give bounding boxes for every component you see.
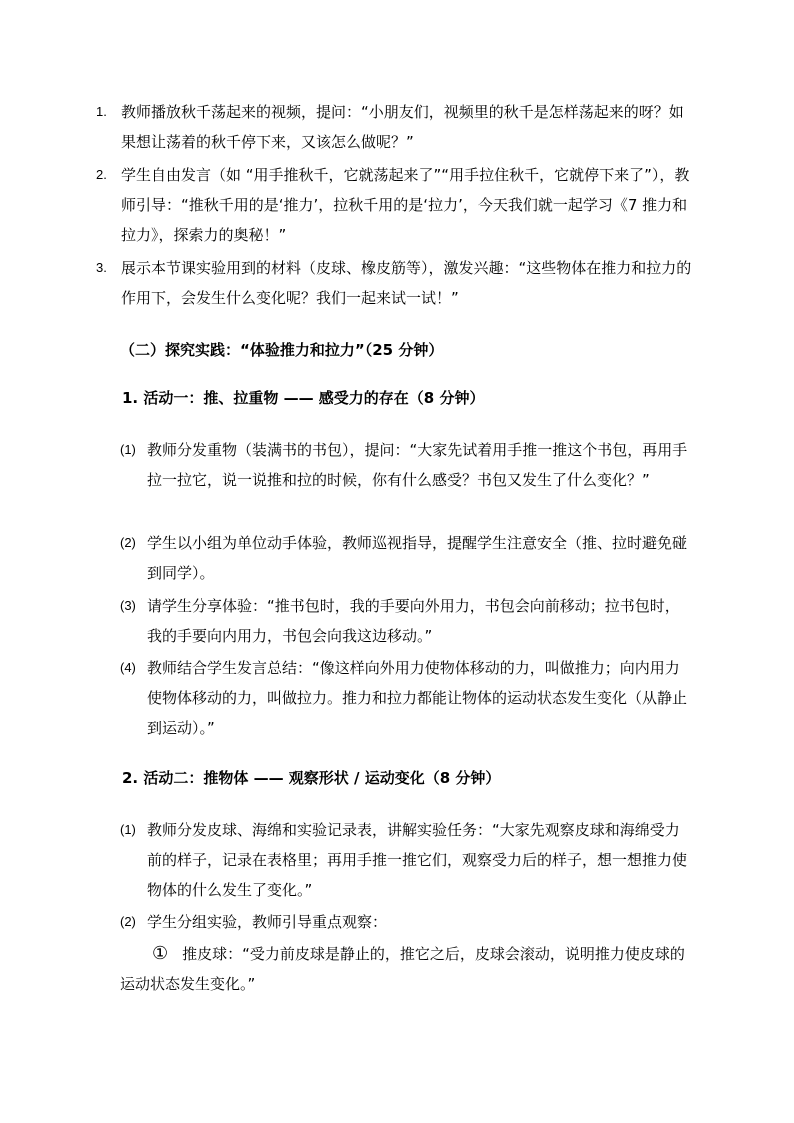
step-text: 教师分发皮球、海绵和实验记录表，讲解实验任务：“大家先观察皮球和海绵受力前的样子，记录在表格里；再用手推一推它们，观察受力后的样子，想一想推力使物体的什么发生了变化。” (147, 821, 688, 899)
list-item (96, 160, 696, 250)
step-number: (1) (120, 442, 136, 457)
list-item-text: 展示本节课实验用到的材料（皮球、橡皮筋等），激发兴趣：“这些物体在推力和拉力的作用下，会发生什么变化呢？我们一起来试一试！” (121, 259, 692, 307)
step-item (120, 653, 690, 743)
list-item (96, 253, 696, 313)
list-item-text: 教师播放秋千荡起来的视频，提问：“小朋友们，视频里的秋千是怎样荡起来的呀？如果想让荡着的秋千停下来，又该怎么做呢？” (121, 103, 684, 151)
step-number: (1) (120, 822, 136, 837)
list-number: 2. (96, 167, 107, 182)
step-text: 学生以小组为单位动手体验，教师巡视指导，提醒学生注意安全（推、拉时避免碰到同学）。 (147, 534, 688, 582)
step-item (120, 435, 690, 495)
list-number: 3. (96, 260, 107, 275)
activity-heading: 1. 活动一：推、拉重物 —— 感受力的存在（8 分钟） (122, 389, 485, 407)
step-text: 教师结合学生发言总结：“像这样向外用力使物体移动的力，叫做推力；向内用力使物体移动的力，叫做拉力。推力和拉力都能让物体的运动状态发生变化（从静止到运动）。” (147, 659, 688, 737)
list-number: 1. (96, 104, 107, 119)
step-number: (2) (120, 914, 136, 929)
step-text: 学生分组实验，教师引导重点观察： (147, 913, 388, 931)
sub-item (120, 939, 690, 999)
step-item (120, 907, 690, 937)
step-number: (4) (120, 660, 136, 675)
step-number: (2) (120, 535, 136, 550)
list-item (96, 97, 696, 157)
step-text: 请学生分享体验：“推书包时，我的手要向外用力，书包会向前移动；拉书包时，我的手要向内用力，书包会向我这边移动。” (147, 597, 680, 645)
step-number: (3) (120, 598, 136, 613)
sub-item-text: 推皮球：“受力前皮球是静止的，推它之后，皮球会滚动，说明推力使皮球的运动状态发生变化。” (120, 945, 685, 993)
section-heading: （二）探究实践：“体验推力和拉力”（25 分钟） (120, 341, 444, 359)
list-item-text: 学生自由发言（如 “用手推秋千，它就荡起来了”“用手拉住秋千，它就停下来了”），教师引导：“推秋千用的是‘推力’，拉秋千用的是‘拉力’，今天我们就一起学习《7 推力和拉力》，探索力的奥秘！” (121, 166, 690, 244)
circled-number-marker: ① (152, 943, 169, 964)
step-item (120, 815, 690, 905)
step-item (120, 591, 690, 651)
step-text: 教师分发重物（装满书的书包），提问：“大家先试着用手推一推这个书包，再用手拉一拉它，说一说推和拉的时候，你有什么感受？书包又发生了什么变化？” (147, 441, 688, 489)
step-item (120, 528, 690, 588)
activity-heading: 2. 活动二：推物体 —— 观察形状 / 运动变化（8 分钟） (122, 769, 501, 787)
